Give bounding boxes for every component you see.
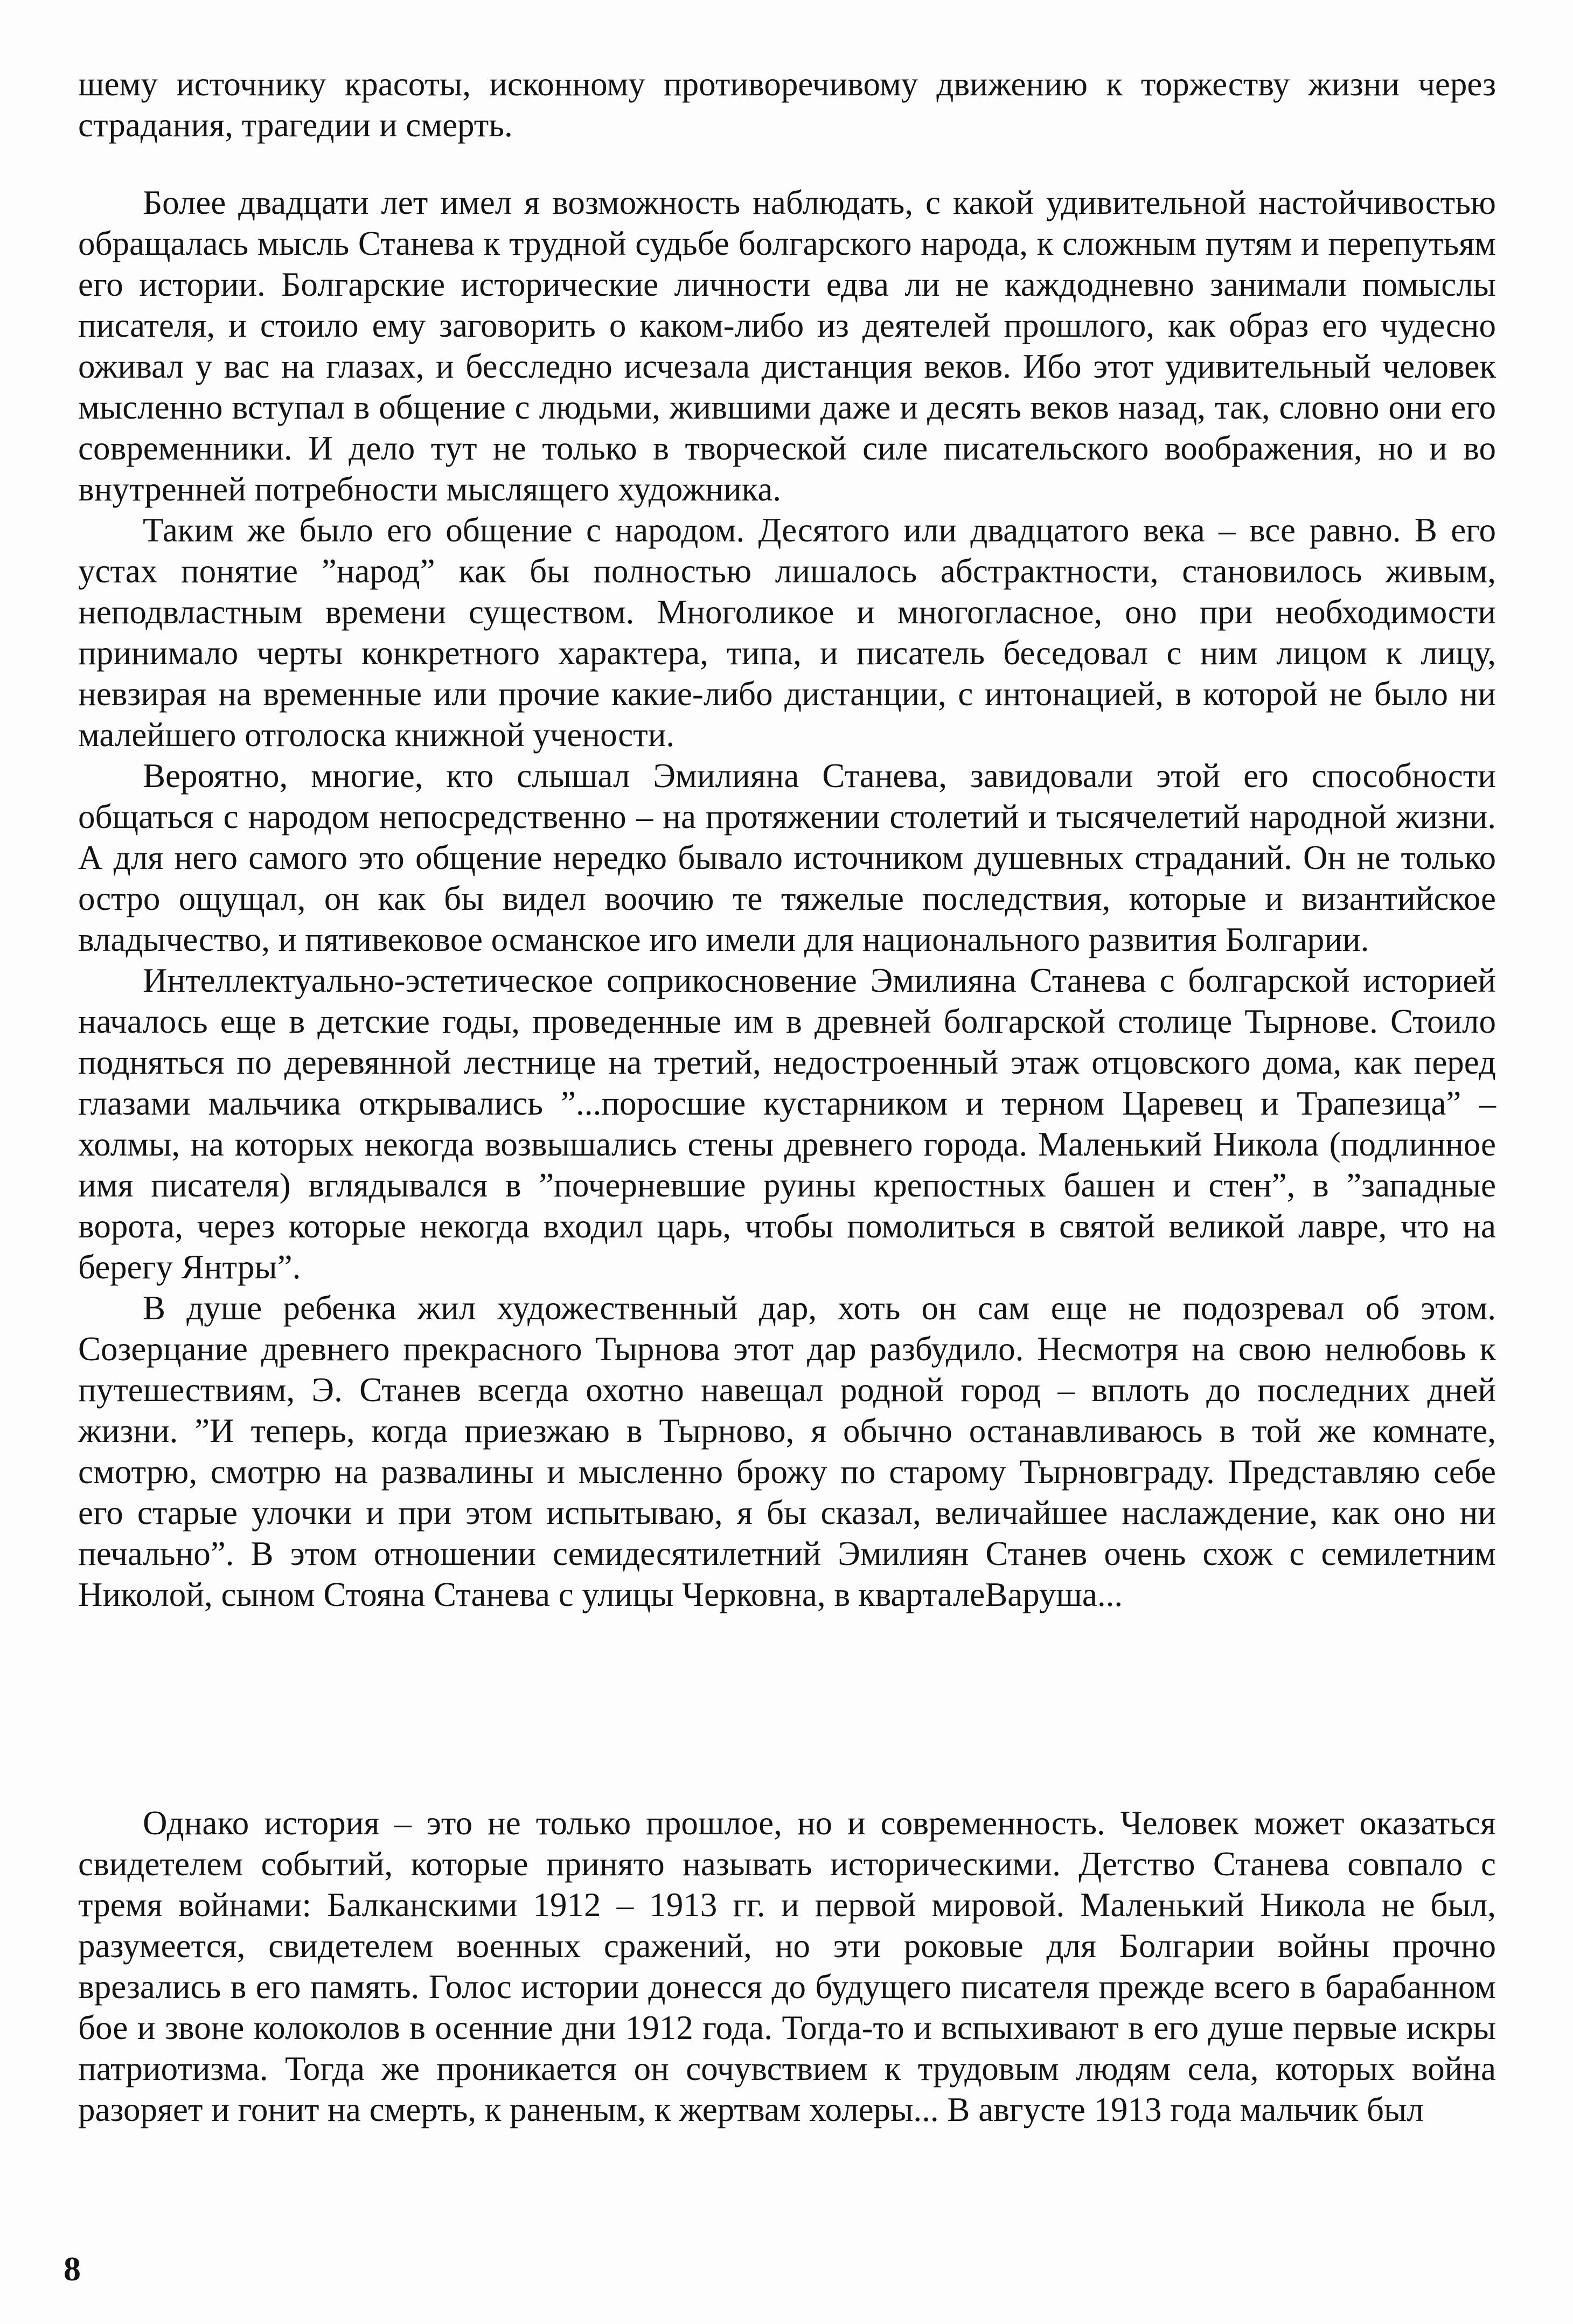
paragraph-tarnovo-childhood: Интеллектуально-эстетическое соприкосновение Эмилияна Станева с болгарской историей началось еще в детские годы, проведенные им в древней болгарской столице Тырнове. Стоило подняться по деревянной лестнице на третий, недостроенный этаж отцовского дома, как перед глазами мальчика открывались ”...поросшие кустарником и терном Царевец и Трапезица” – холмы, на которых некогда возвышались стены древнего города. Маленький Никола (подлинное имя писателя) вглядывался в ”почерневшие руины крепостных башен и стен”, в ”западные ворота, через которые некогда входил царь, чтобы помолиться в святой великой лавре, что на берегу Янтры”. <box>78 962 1496 1286</box>
main-text-block <box>78 182 1496 1615</box>
paragraph-wars: Однако история – это не только прошлое, но и современность. Человек может оказаться свидетелем событий, которые принято называть историческими. Детство Станева совпало с тремя войнами: Балканскими 1912 – 1913 гг. и первой мировой. Маленький Никола не был, разумеется, свидетелем военных сражений, но эти роковые для Болгарии войны прочно врезались в его память. Голос истории донесся до будущего писателя прежде всего в барабанном бое и звоне колоколов в осенние дни 1912 года. Тогда-то и вспыхивают в его душе первые искры патриотизма. Тогда же проникается он сочувствием к трудовым людям села, которых война разоряет и гонит на смерть, к раненым, к жертвам холеры... В августе 1913 года мальчик был <box>78 1804 1496 2128</box>
closing-text-block <box>78 1803 1496 2130</box>
paragraph-history-figures: Более двадцати лет имел я возможность наблюдать, с какой удивительной настойчивостью обращалась мысль Станева к трудной судьбе болгарского народа, к сложным путям и перепутьям его истории. Болгарские исторические личности едва ли не каждодневно занимали помыслы писателя, и стоило ему заговорить о каком-либо из деятелей прошлого, как образ его чудесно оживал у вас на глазах, и бесследно исчезала дистанция веков. Ибо этот удивительный человек мысленно вступал в общение с людьми, жившими даже и десять веков назад, так, словно они его современники. И дело тут не только в творческой силе писательского воображения, но и во внутренней потребности мыслящего художника. <box>78 184 1496 508</box>
paragraph-communication: Вероятно, многие, кто слышал Эмилияна Станева, завидовали этой его способности общаться с народом непосредственно – на протяжении столетий и тысячелетий народной жизни. А для него самого это общение нередко бывало источником душевных страданий. Он не только остро ощущал, он как бы видел воочию те тяжелые последствия, которые и византийское владычество, и пятивековое османское иго имели для национального развития Болгарии. <box>78 757 1496 958</box>
continued-paragraph-block <box>78 64 1496 145</box>
paragraph-artistic-gift: В душе ребенка жил художественный дар, хоть он сам еще не подозревал об этом. Созерцание древнего прекрасного Тырнова этот дар разбудило. Несмотря на свою нелюбовь к путешествиям, Э. Станев всегда охотно навещал родной город – вплоть до последних дней жизни. ”И теперь, когда приезжаю в Тырново, я обычно останавливаюсь в той же комнате, смотрю, смотрю на развалины и мысленно брожу по старому Тырновграду. Представляю себе его старые улочки и при этом испытываю, я бы сказал, величайшее наслаждение, как оно ни печально”. В этом отношении семидесятилетний Эмилиян Станев очень схож с семилетним Николой, сыном Стояна Станева с улицы Черковна, в кварталеВаруша... <box>78 1289 1496 1613</box>
paragraph-continued: шему источнику красоты, исконному противоречивому движению к торжеству жизни через страдания, трагедии и смерть. <box>78 65 1496 144</box>
paragraph-people: Таким же было его общение с народом. Десятого или двадцатого века – все равно. В его устах понятие ”народ” как бы полностью лишалось абстрактности, становилось живым, неподвластным времени существом. Многоликое и многогласное, оно при необходимости принимало черты конкретного характера, типа, и писатель беседовал с ним лицом к лицу, невзирая на временные или прочие какие-либо дистанции, с интонацией, в которой не было ни малейшего отголоска книжной учености. <box>78 511 1496 754</box>
page-number: 8 <box>64 2250 81 2288</box>
